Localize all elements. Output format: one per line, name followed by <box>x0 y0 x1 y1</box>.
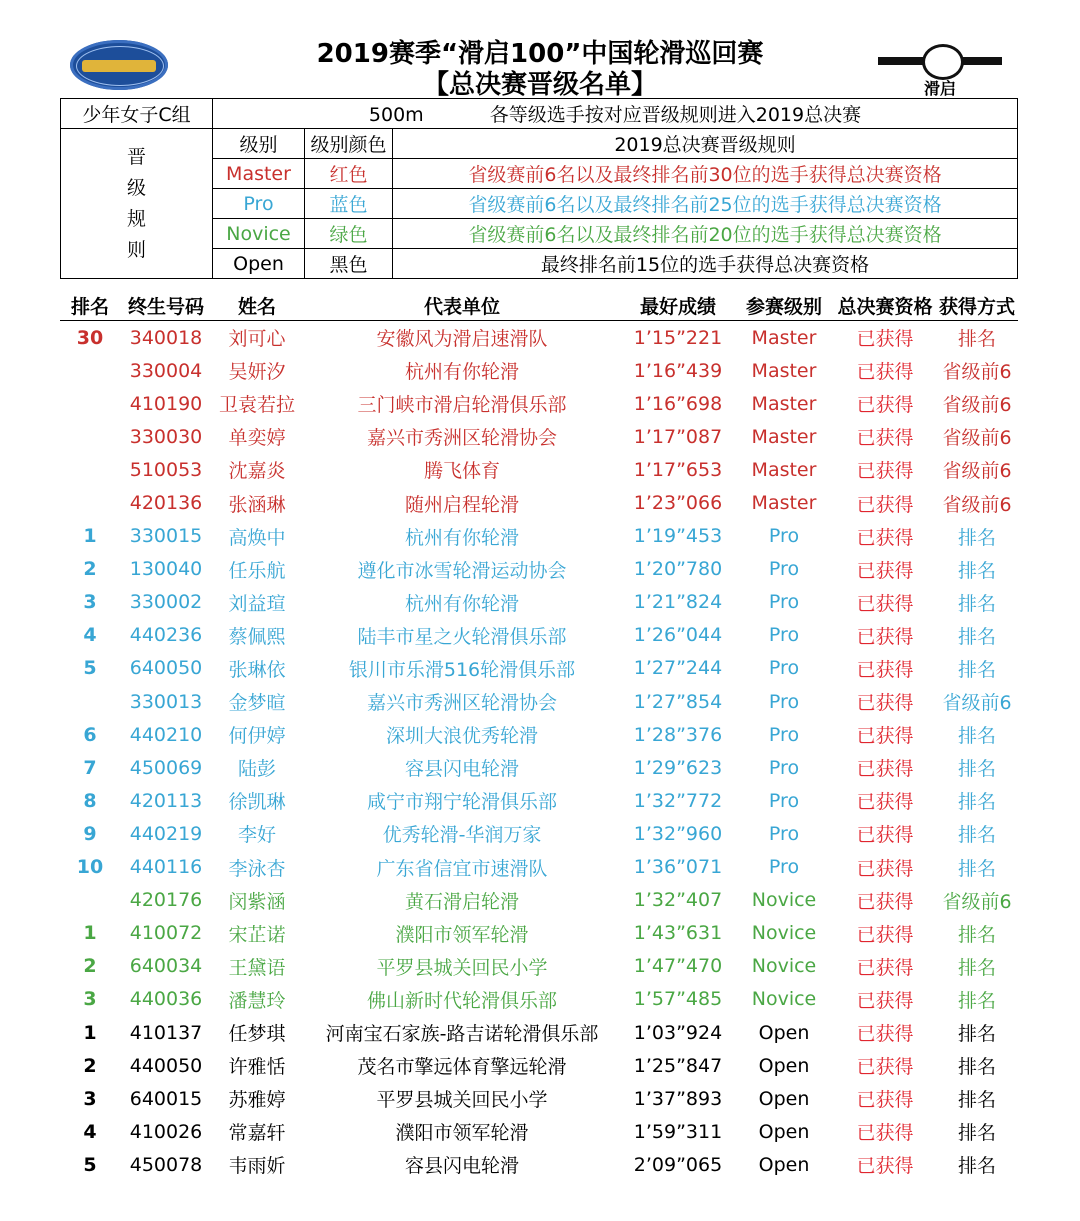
rank-cell: 5 <box>83 657 97 680</box>
best-time-cell: 1’20”780 <box>633 558 723 581</box>
best-time-cell: 1’25”847 <box>633 1054 723 1077</box>
rank-cell: 4 <box>83 1120 97 1143</box>
best-time-cell: 1’32”960 <box>633 822 723 845</box>
status-cell: 已获得 <box>856 592 914 615</box>
best-time-cell: 1’27”244 <box>633 657 723 680</box>
level-cell: Pro <box>768 723 800 746</box>
athlete-name-cell: 李泳杏 <box>228 857 286 880</box>
skatestart-logo-icon <box>878 40 1002 98</box>
rule-row-pro: Pro 蓝色 省级赛前6名以及最终排名前25位的选手获得总决赛资格 <box>61 189 1018 219</box>
table-row <box>60 950 1018 983</box>
method-cell: 省级前6 <box>942 361 1012 384</box>
method-cell: 排名 <box>957 559 996 582</box>
level-cell: Open <box>758 1021 810 1044</box>
best-time-cell: 1’21”824 <box>633 591 723 614</box>
table-row <box>60 884 1018 917</box>
page-subtitle: 【总决赛晋级名单】 <box>422 70 657 100</box>
lifetime-id-cell: 410137 <box>129 1021 203 1044</box>
rank-cell: 9 <box>83 822 97 845</box>
distance: 500m <box>368 104 424 126</box>
rank-cell <box>60 387 120 420</box>
table-row <box>60 1049 1018 1082</box>
level-cell: Pro <box>768 822 800 845</box>
team-cell: 濮阳市领军轮滑 <box>395 1122 529 1145</box>
rank-cell: 2 <box>83 955 97 978</box>
team-cell: 银川市乐滑516轮滑俱乐部 <box>348 658 576 681</box>
lifetime-id-cell: 410190 <box>129 392 203 415</box>
table-row <box>60 453 1018 486</box>
header-level: 参赛级别 <box>734 290 834 321</box>
level-cell: Open <box>758 1054 810 1077</box>
level-cell: Pro <box>768 558 800 581</box>
status-cell: 已获得 <box>856 1023 914 1046</box>
team-cell: 杭州有你轮滑 <box>404 526 519 549</box>
method-cell: 排名 <box>957 592 996 615</box>
best-time-cell: 1’28”376 <box>633 723 723 746</box>
rules-table <box>60 98 1018 279</box>
method-cell: 省级前6 <box>942 427 1012 450</box>
athlete-name-cell: 吴妍汐 <box>228 361 286 384</box>
best-time-cell: 1’17”653 <box>633 458 723 481</box>
level-cell: Master <box>751 425 817 448</box>
table-row <box>60 1082 1018 1115</box>
athlete-name-cell: 闵紫涵 <box>228 890 286 913</box>
athlete-name-cell: 许雅恬 <box>228 1056 286 1079</box>
method-cell: 排名 <box>957 658 996 681</box>
team-cell: 佛山新时代轮滑俱乐部 <box>366 989 557 1012</box>
group-name: 少年女子C组 <box>61 99 213 129</box>
status-cell: 已获得 <box>856 791 914 814</box>
athlete-name-cell: 单奕婷 <box>228 427 286 450</box>
athlete-name-cell: 潘慧玲 <box>228 989 286 1012</box>
level-cell: Pro <box>768 789 800 812</box>
lifetime-id-cell: 440236 <box>129 624 203 647</box>
status-cell: 已获得 <box>856 692 914 715</box>
team-cell: 随州启程轮滑 <box>404 493 519 516</box>
rank-cell <box>60 420 120 453</box>
table-row <box>60 387 1018 420</box>
best-time-cell: 1’16”698 <box>633 392 723 415</box>
athlete-name-cell: 李好 <box>237 824 276 847</box>
method-cell: 省级前6 <box>942 692 1012 715</box>
lifetime-id-cell: 440050 <box>129 1054 203 1077</box>
athlete-name-cell: 任梦琪 <box>228 1023 286 1046</box>
level-cell: Open <box>758 1153 810 1176</box>
athlete-name-cell: 常嘉轩 <box>228 1122 286 1145</box>
team-cell: 黄石滑启轮滑 <box>404 890 519 913</box>
level-cell: Master <box>751 392 817 415</box>
method-cell: 省级前6 <box>942 460 1012 483</box>
team-cell: 濮阳市领军轮滑 <box>395 923 529 946</box>
team-cell: 嘉兴市秀洲区轮滑协会 <box>366 427 557 450</box>
athlete-name-cell: 高焕中 <box>228 526 286 549</box>
lifetime-id-cell: 640015 <box>129 1087 203 1110</box>
best-time-cell: 1’16”439 <box>633 359 723 382</box>
rank-cell: 30 <box>76 326 104 349</box>
rule-row-open: Open 黑色 最终排名前15位的选手获得总决赛资格 <box>61 249 1018 279</box>
method-cell: 排名 <box>957 956 996 979</box>
table-row <box>60 983 1018 1016</box>
level-cell: Novice <box>751 922 817 945</box>
best-time-cell: 2’09”065 <box>633 1153 723 1176</box>
header-time: 最好成绩 <box>622 290 734 321</box>
rank-cell <box>60 486 120 519</box>
table-header-row <box>60 290 1018 321</box>
lifetime-id-cell: 420136 <box>129 492 203 515</box>
level-cell: Pro <box>768 856 800 879</box>
rank-cell: 2 <box>83 558 97 581</box>
method-cell: 排名 <box>957 1089 996 1112</box>
team-cell: 咸宁市翔宁轮滑俱乐部 <box>366 791 557 814</box>
table-row <box>60 586 1018 619</box>
team-cell: 杭州有你轮滑 <box>404 361 519 384</box>
status-cell: 已获得 <box>856 1056 914 1079</box>
best-time-cell: 1’57”485 <box>633 988 723 1011</box>
level-cell: Novice <box>751 955 817 978</box>
lifetime-id-cell: 420176 <box>129 889 203 912</box>
athlete-name-cell: 卫袁若拉 <box>218 394 295 417</box>
status-cell: 已获得 <box>856 725 914 748</box>
status-cell: 已获得 <box>856 658 914 681</box>
rank-cell: 6 <box>83 723 97 746</box>
status-cell: 已获得 <box>856 427 914 450</box>
team-cell: 三门峡市滑启轮滑俱乐部 <box>357 394 567 417</box>
lifetime-id-cell: 440219 <box>129 822 203 845</box>
rules-header-color: 级别颜色 <box>305 129 393 159</box>
method-cell: 排名 <box>957 1155 996 1178</box>
level-cell: Pro <box>768 525 800 548</box>
method-cell: 排名 <box>957 989 996 1012</box>
level-cell: Novice <box>751 889 817 912</box>
athlete-name-cell: 陆彭 <box>237 758 276 781</box>
table-row <box>60 917 1018 950</box>
status-cell: 已获得 <box>856 923 914 946</box>
lifetime-id-cell: 510053 <box>129 458 203 481</box>
athlete-name-cell: 任乐航 <box>228 559 286 582</box>
status-cell: 已获得 <box>856 824 914 847</box>
distance-note <box>213 99 1018 129</box>
rank-cell: 4 <box>83 624 97 647</box>
rank-cell <box>60 354 120 387</box>
lifetime-id-cell: 340018 <box>129 326 203 349</box>
method-cell: 排名 <box>957 526 996 549</box>
method-cell: 排名 <box>957 857 996 880</box>
athlete-name-cell: 刘益瑄 <box>228 592 286 615</box>
rank-cell: 2 <box>83 1054 97 1077</box>
page-title: 2019赛季“滑启100”中国轮滑巡回赛 <box>316 39 764 69</box>
level-cell: Open <box>758 1120 810 1143</box>
lifetime-id-cell: 330004 <box>129 359 203 382</box>
best-time-cell: 1’17”087 <box>633 425 723 448</box>
athlete-name-cell: 徐凯琳 <box>228 791 286 814</box>
athlete-name-cell: 何伊婷 <box>228 725 286 748</box>
rules-header-level: 级别 <box>213 129 305 159</box>
best-time-cell: 1’23”066 <box>633 492 723 515</box>
method-cell: 排名 <box>957 725 996 748</box>
level-cell: Open <box>758 1087 810 1110</box>
team-cell: 深圳大浪优秀轮滑 <box>385 725 538 748</box>
table-row <box>60 420 1018 453</box>
athlete-name-cell: 张涵琳 <box>228 493 286 516</box>
best-time-cell: 1’36”071 <box>633 856 723 879</box>
athlete-name-cell: 韦雨妡 <box>228 1155 286 1178</box>
athlete-name-cell: 张琳依 <box>228 658 286 681</box>
team-cell: 容县闪电轮滑 <box>404 1155 519 1178</box>
best-time-cell: 1’29”623 <box>633 756 723 779</box>
rule-row-novice: Novice 绿色 省级赛前6名以及最终排名前20位的选手获得总决赛资格 <box>61 219 1018 249</box>
rank-cell <box>60 453 120 486</box>
athlete-name-cell: 宋芷诺 <box>228 923 286 946</box>
table-row <box>60 486 1018 519</box>
athlete-name-cell: 苏雅婷 <box>228 1089 286 1112</box>
status-cell: 已获得 <box>856 625 914 648</box>
lifetime-id-cell: 440036 <box>129 988 203 1011</box>
rank-cell: 10 <box>76 856 104 879</box>
lifetime-id-cell: 330002 <box>129 591 203 614</box>
rank-cell: 1 <box>83 525 97 548</box>
level-cell: Master <box>751 492 817 515</box>
status-cell: 已获得 <box>856 493 914 516</box>
method-cell: 排名 <box>957 1056 996 1079</box>
team-cell: 安徽风为滑启速滑队 <box>376 328 548 351</box>
team-cell: 陆丰市星之火轮滑俱乐部 <box>357 625 567 648</box>
team-cell: 腾飞体育 <box>423 460 500 483</box>
lifetime-id-cell: 640034 <box>129 955 203 978</box>
header-method: 获得方式 <box>936 290 1018 321</box>
team-cell: 河南宝石家族-路吉诺轮滑俱乐部 <box>325 1023 599 1046</box>
table-row <box>60 1148 1018 1181</box>
table-row <box>60 718 1018 751</box>
athlete-name-cell: 蔡佩熙 <box>228 625 286 648</box>
method-cell: 省级前6 <box>942 394 1012 417</box>
status-cell: 已获得 <box>856 758 914 781</box>
status-cell: 已获得 <box>856 1089 914 1112</box>
status-cell: 已获得 <box>856 394 914 417</box>
best-time-cell: 1’27”854 <box>633 690 723 713</box>
lifetime-id-cell: 130040 <box>129 558 203 581</box>
athlete-name-cell: 沈嘉炎 <box>228 460 286 483</box>
lifetime-id-cell: 330013 <box>129 690 203 713</box>
method-cell: 排名 <box>957 1122 996 1145</box>
lifetime-id-cell: 450078 <box>129 1153 203 1176</box>
table-row <box>60 354 1018 387</box>
best-time-cell: 1’03”924 <box>633 1021 723 1044</box>
best-time-cell: 1’47”470 <box>633 955 723 978</box>
lifetime-id-cell: 410026 <box>129 1120 203 1143</box>
table-row <box>60 321 1018 355</box>
team-cell: 平罗县城关回民小学 <box>376 1089 548 1112</box>
best-time-cell: 1’32”772 <box>633 789 723 812</box>
method-cell: 排名 <box>957 824 996 847</box>
rank-cell: 3 <box>83 988 97 1011</box>
status-cell: 已获得 <box>856 857 914 880</box>
rank-cell: 1 <box>83 1021 97 1044</box>
level-cell: Novice <box>751 988 817 1011</box>
level-cell: Master <box>751 458 817 481</box>
team-cell: 容县闪电轮滑 <box>404 758 519 781</box>
lifetime-id-cell: 450069 <box>129 756 203 779</box>
team-cell: 杭州有你轮滑 <box>404 592 519 615</box>
level-cell: Pro <box>768 690 800 713</box>
level-cell: Pro <box>768 756 800 779</box>
status-cell: 已获得 <box>856 361 914 384</box>
page-header <box>0 0 1080 98</box>
qualification-note: 各等级选手按对应晋级规则进入2019总决赛 <box>489 104 862 126</box>
lifetime-id-cell: 420113 <box>129 789 203 812</box>
header-id: 终生号码 <box>120 290 212 321</box>
header-rank: 排名 <box>60 290 120 321</box>
header-unit: 代表单位 <box>302 290 622 321</box>
lifetime-id-cell: 330030 <box>129 425 203 448</box>
athlete-name-cell: 刘可心 <box>228 328 286 351</box>
status-cell: 已获得 <box>856 1122 914 1145</box>
method-cell: 排名 <box>957 1023 996 1046</box>
best-time-cell: 1’26”044 <box>633 624 723 647</box>
team-cell: 嘉兴市秀洲区轮滑协会 <box>366 692 557 715</box>
rank-cell: 3 <box>83 591 97 614</box>
status-cell: 已获得 <box>856 1155 914 1178</box>
rules-side-label: 晋 级 规 则 <box>61 129 213 279</box>
best-time-cell: 1’59”311 <box>633 1120 723 1143</box>
table-row <box>60 1115 1018 1148</box>
best-time-cell: 1’15”221 <box>633 326 723 349</box>
method-cell: 排名 <box>957 758 996 781</box>
team-cell: 遵化市冰雪轮滑运动协会 <box>357 559 567 582</box>
lifetime-id-cell: 410072 <box>129 922 203 945</box>
rules-header-rule: 2019总决赛晋级规则 <box>393 129 1018 159</box>
status-cell: 已获得 <box>856 559 914 582</box>
level-cell: Pro <box>768 624 800 647</box>
table-row <box>60 1016 1018 1049</box>
logo-label: 滑启 <box>923 79 956 98</box>
method-cell: 排名 <box>957 923 996 946</box>
status-cell: 已获得 <box>856 989 914 1012</box>
rank-cell: 7 <box>83 756 97 779</box>
rule-row-master: Master 红色 省级赛前6名以及最终排名前30位的选手获得总决赛资格 <box>61 159 1018 189</box>
table-row <box>60 652 1018 685</box>
method-cell: 排名 <box>957 791 996 814</box>
table-row <box>60 817 1018 850</box>
header-name: 姓名 <box>212 290 302 321</box>
rank-cell <box>60 685 120 718</box>
rank-cell: 5 <box>83 1153 97 1176</box>
method-cell: 省级前6 <box>942 493 1012 516</box>
best-time-cell: 1’19”453 <box>633 525 723 548</box>
table-row <box>60 751 1018 784</box>
level-cell: Master <box>751 359 817 382</box>
lifetime-id-cell: 640050 <box>129 657 203 680</box>
status-cell: 已获得 <box>856 956 914 979</box>
level-cell: Master <box>751 326 817 349</box>
status-cell: 已获得 <box>856 460 914 483</box>
qualifier-table <box>60 290 1018 1181</box>
table-row <box>60 619 1018 652</box>
status-cell: 已获得 <box>856 526 914 549</box>
team-cell: 茂名市擎远体育擎远轮滑 <box>357 1056 567 1079</box>
rank-cell: 3 <box>83 1087 97 1110</box>
status-cell: 已获得 <box>856 328 914 351</box>
method-cell: 省级前6 <box>942 890 1012 913</box>
status-cell: 已获得 <box>856 890 914 913</box>
table-row <box>60 685 1018 718</box>
lifetime-id-cell: 330015 <box>129 525 203 548</box>
lifetime-id-cell: 440210 <box>129 723 203 746</box>
table-row <box>60 553 1018 586</box>
rank-cell <box>60 884 120 917</box>
team-cell: 优秀轮滑-华润万家 <box>382 824 542 847</box>
athlete-name-cell: 王黛语 <box>228 956 286 979</box>
header-status: 总决赛资格 <box>834 290 936 321</box>
rank-cell: 1 <box>83 922 97 945</box>
team-cell: 平罗县城关回民小学 <box>376 956 548 979</box>
level-cell: Pro <box>768 657 800 680</box>
table-row <box>60 784 1018 817</box>
best-time-cell: 1’32”407 <box>633 889 723 912</box>
table-row <box>60 520 1018 553</box>
best-time-cell: 1’37”893 <box>633 1087 723 1110</box>
best-time-cell: 1’43”631 <box>633 922 723 945</box>
level-cell: Pro <box>768 591 800 614</box>
team-cell: 广东省信宜市速滑队 <box>376 857 548 880</box>
method-cell: 排名 <box>957 625 996 648</box>
method-cell: 排名 <box>957 328 996 351</box>
rank-cell: 8 <box>83 789 97 812</box>
lifetime-id-cell: 440116 <box>129 856 203 879</box>
athlete-name-cell: 金梦暄 <box>228 692 286 715</box>
table-row <box>60 851 1018 884</box>
